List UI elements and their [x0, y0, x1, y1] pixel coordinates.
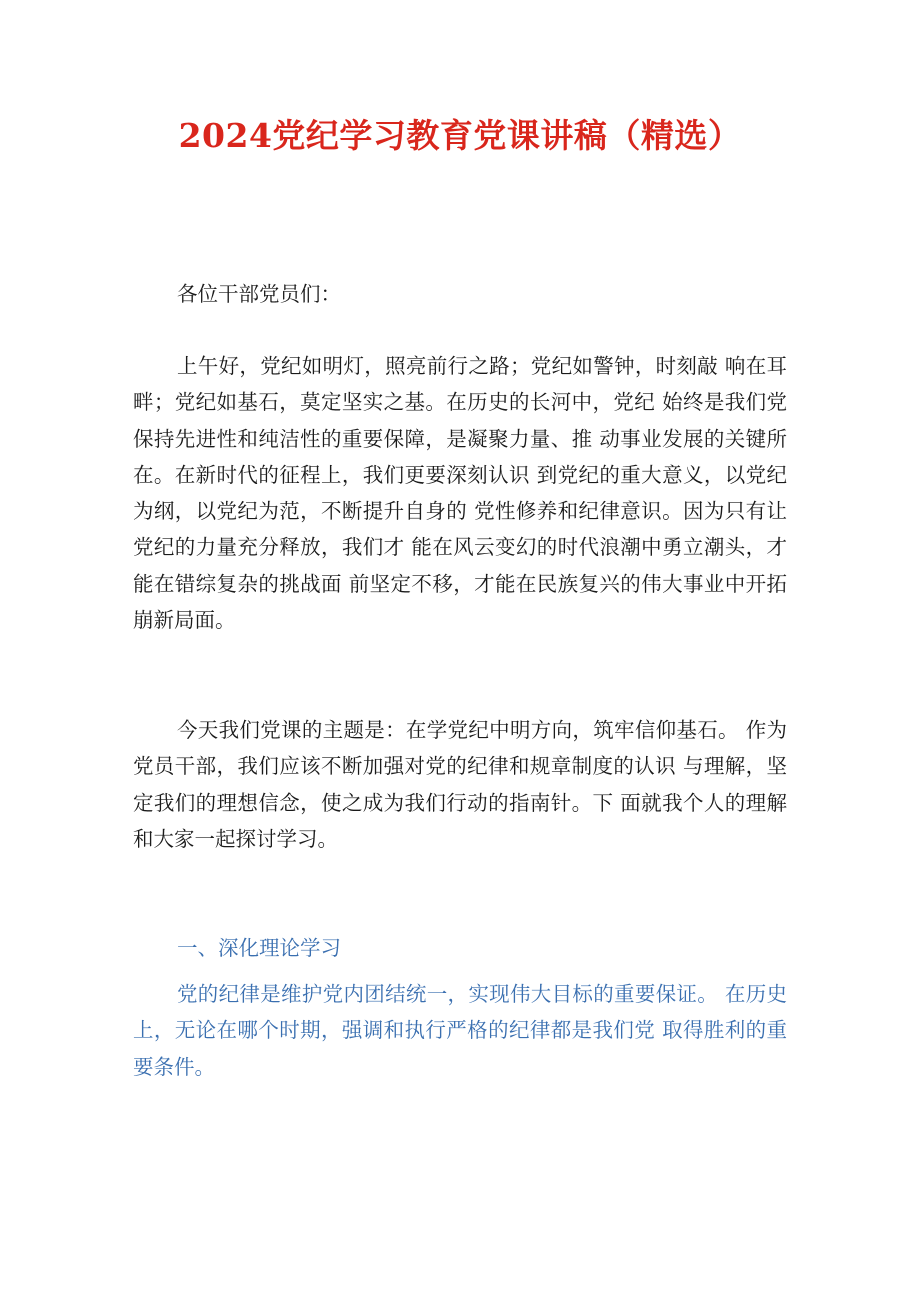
section-heading: 一、深化理论学习	[177, 936, 341, 960]
section-paragraph: 党的纪律是维护党内团结统一，实现伟大目标的重要保证。 在历史上，无论在哪个时期，强调和执行严格的纪律都是我们党 取得胜利的重要条件。	[133, 982, 787, 1079]
salutation: 各位干部党员们：	[177, 282, 341, 306]
paragraph-opening: 上午好，党纪如明灯，照亮前行之路；党纪如警钟，时刻敲 响在耳畔；党纪如基石，莫定坚实之基。在历史的长河中，党纪 始终是我们党保持先进性和纯洁性的重要保障，是凝聚力量、推 动事业发展的关键所在。在新时代的征程上，我们更要深刻认识 到党纪的重大意义，以党纪为纲，以党纪为范，不断提升自身的 党性修养和纪律意识。因为只有让党纪的力量充分释放，我们才 能在风云变幻的时代浪潮中勇立潮头，才能在错综复杂的挑战面 前坚定不移，才能在民族复兴的伟大事业中开拓崩新局面。	[133, 354, 787, 633]
document-title: 2024党纪学习教育党课讲稿（精选）	[178, 116, 742, 155]
paragraph-theme: 今天我们党课的主题是：在学党纪中明方向，筑牢信仰基石。 作为党员干部，我们应该不断加强对党的纪律和规章制度的认识 与理解，坚定我们的理想信念，使之成为我们行动的指南针。下 面就我个人的理解和大家一起探讨学习。	[133, 718, 787, 851]
